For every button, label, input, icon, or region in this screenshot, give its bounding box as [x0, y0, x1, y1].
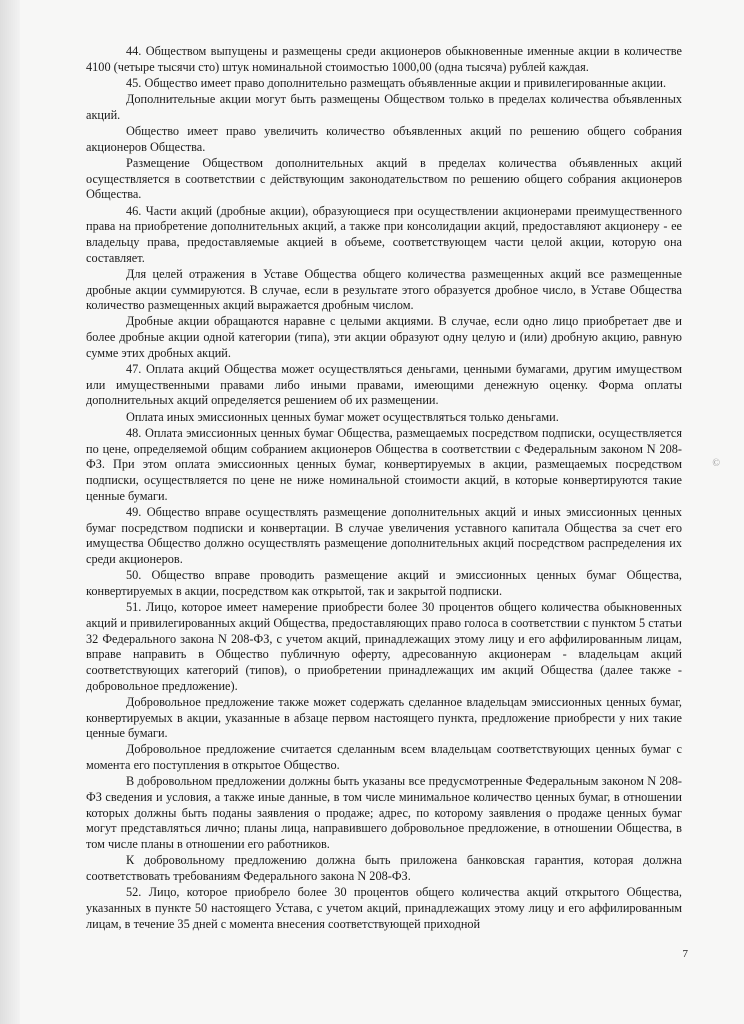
paragraph-51-offer-content: В добровольном предложении должны быть указаны все предусмотренные Федеральным законом N 208-ФЗ сведения и условия, а также иные данные, в том числе минимальное количество ценных бумаг, в отношении которых должны быть поданы заявления о продаже; адрес, по которому заявления о продаже ценных бумаг могут представляться лично; планы лица, направившего добровольное предложение, в отношении Общества, в том числе планы в отношении его работников. [86, 774, 682, 852]
paragraph-47: 47. Оплата акций Общества может осуществляться деньгами, ценными бумагами, другим имуществом или имущественными правами либо иными правами, имеющими денежную оценку. Форма оплаты дополнительных акций определяется решением об их размещении. [86, 362, 682, 408]
paragraph-51-voluntary-offer: Добровольное предложение также может содержать сделанное владельцам эмиссионных ценных бумаг, конвертируемых в акции, указанные в абзаце первом настоящего пункта, предложение приобрести у них такие ценные бумаги. [86, 694, 682, 741]
paragraph-45-placement: Размещение Обществом дополнительных акций в пределах количества объявленных акций осуществляется в соответствии с действующим законодательством по решению общего собрания акционеров Общества. [86, 155, 682, 202]
paragraph-47-other-payment: Оплата иных эмиссионных ценных бумаг может осуществляться только деньгами. [126, 409, 559, 424]
paragraph-48: 48. Оплата эмиссионных ценных бумаг Общества, размещаемых посредством подписки, осуществляется по цене, определяемой общим собранием акционеров Общества в соответствии с Федеральным законом N 208-ФЗ. При этом оплата эмиссионных ценных бумаг, конвертируемых в акции, размещаемых посредством подписки, осуществляется по цене не ниже номинальной стоимости акций, в которые конвертируются такие ценные бумаги. [86, 425, 682, 503]
paragraph-44: 44. Обществом выпущены и размещены среди акционеров обыкновенные именные акции в количестве 4100 (четыре тысячи сто) штук номинальной стоимостью 1000,00 (одна тысяча) рублей каждая. [86, 44, 682, 74]
paragraph-49: 49. Общество вправе осуществлять размещение дополнительных акций и иных эмиссионных ценных бумаг посредством подписки и конвертации. В случае увеличения уставного капитала Общества за счет его имущества Общество должно осуществлять размещение дополнительных акций посредством распределения их среди акционеров. [86, 504, 682, 566]
page-number: 7 [682, 948, 688, 960]
paragraph-46: 46. Части акций (дробные акции), образующиеся при осуществлении акционерами преимущественного права на приобретение дополнительных акций, а также при консолидации акций, предоставляют акционеру - ее владельцу права, предоставляемые акцией в объеме, соответствующем части целой акции, которую она составляет. [86, 203, 682, 265]
paragraph-45-additional-shares: Дополнительные акции могут быть размещены Обществом только в пределах количества объявленных акций. [86, 92, 682, 122]
paragraph-51: 51. Лицо, которое имеет намерение приобрести более 30 процентов общего количества обыкновенных акций и привилегированных акций Общества, предоставляющих право голоса в соответствии с пунктом 5 статьи 32 Федерального закона N 208-ФЗ, с учетом акций, принадлежащих этому лицу и его аффилированным лицам, вправе направить в Общество публичную оферту, адресованную акционерам - владельцам акций соответствующих категорий (типов), о приобретении принадлежащих им акций Общества (далее также - добровольное предложение). [86, 600, 682, 693]
paragraph-51-bank-guarantee: К добровольному предложению должна быть приложена банковская гарантия, которая должна соответствовать требованиям Федерального закона N 208-ФЗ. [86, 853, 682, 884]
document-body [86, 44, 682, 933]
paragraph-50: 50. Общество вправе проводить размещение акций и эмиссионных ценных бумаг Общества, конвертируемых в акции, посредством как открытой, так и закрытой подписки. [86, 568, 682, 598]
paragraph-46-summation: Для целей отражения в Уставе Общества общего количества размещенных акций все размещенные дробные акции суммируются. В случае, если в результате этого образуется дробное число, в Уставе Общества количество размещенных акций выражается дробным числом. [86, 266, 682, 313]
paragraph-45-increase-right: Общество имеет право увеличить количество объявленных акций по решению общего собрания акционеров Общества. [86, 124, 682, 154]
paragraph-46-circulation: Дробные акции обращаются наравне с целыми акциями. В случае, если одно лицо приобретает две и более дробные акции одной категории (типа), эти акции образуют одну целую и (или) дробную акцию, равную сумме этих дробных акций. [86, 314, 682, 360]
paragraph-51-offer-made: Добровольное предложение считается сделанным всем владельцам соответствующих ценных бумаг с момента его поступления в открытое Общество. [86, 742, 682, 773]
page-edge-shadow [0, 0, 20, 1024]
paragraph-45: 45. Общество имеет право дополнительно размещать объявленные акции и привилегированные акции. [126, 75, 667, 90]
paragraph-52: 52. Лицо, которое приобрело более 30 процентов общего количества акций открытого Общества, указанных в пункте 50 настоящего Устава, с учетом акций, принадлежащих этому лицу и его аффилированным лицам, в течение 35 дней с момента внесения соответствующей приходной [86, 885, 682, 931]
scan-margin-mark: © [712, 458, 720, 469]
